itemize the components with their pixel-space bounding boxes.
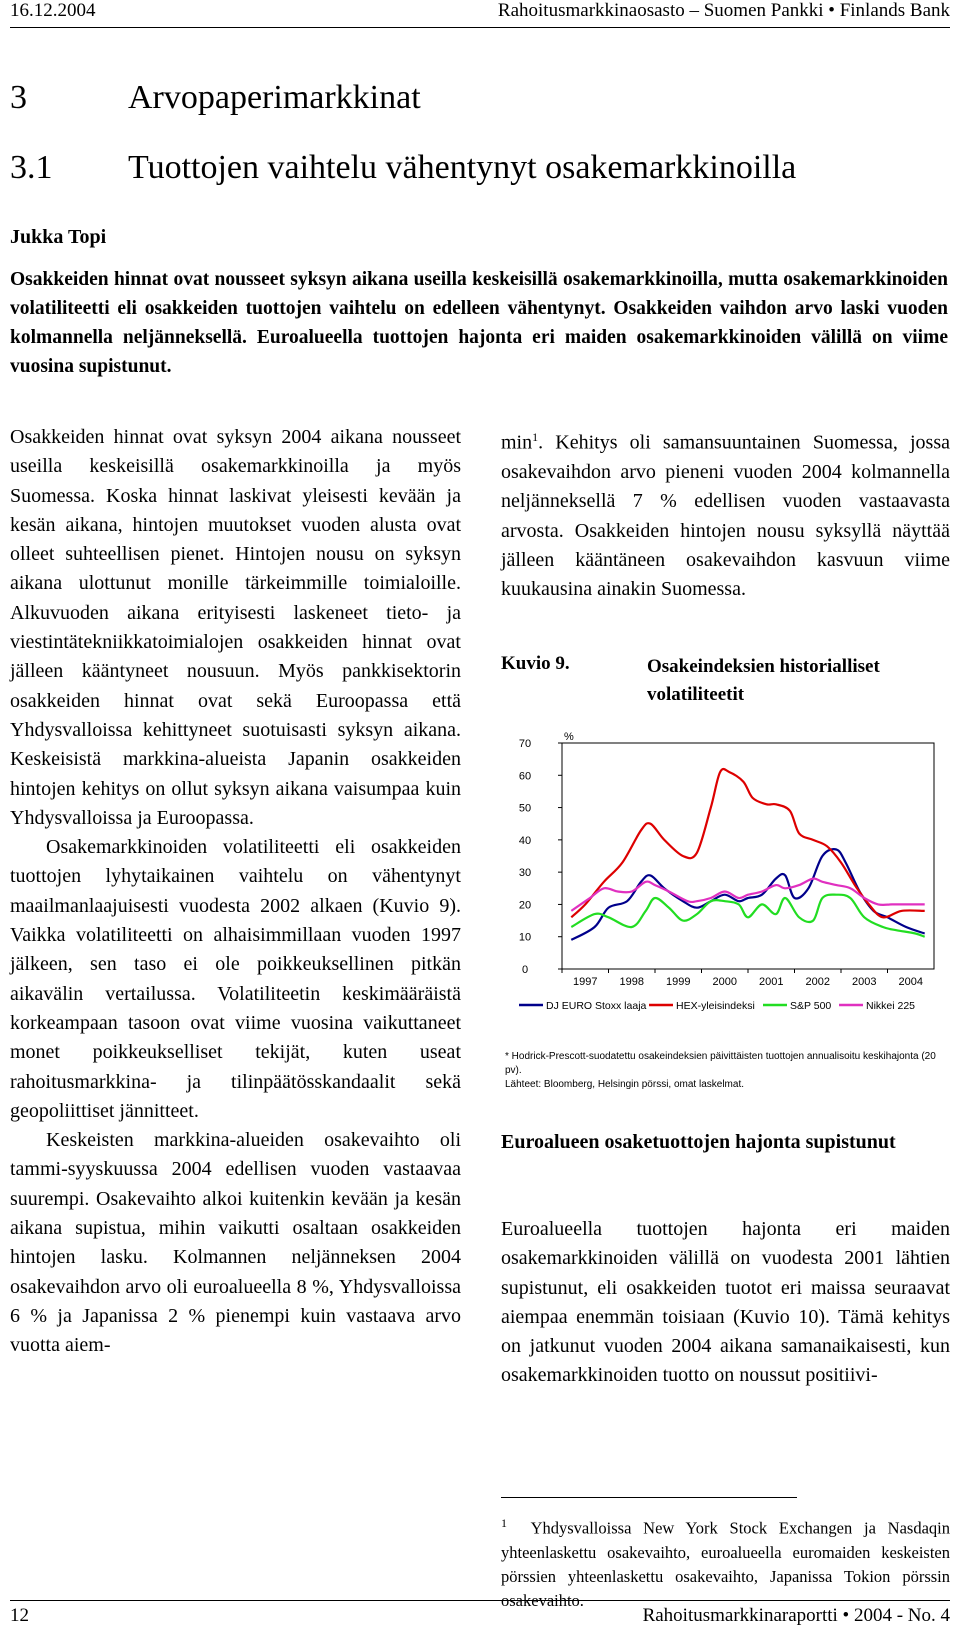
right-paragraph-1: $\min^1$. Kehitys oli samansuuntainen Suomessa, jossa osakevaihdon arvo pieneni vuoden 2004 kolmannella neljänneksellä 7 % edellisen vuoden vastaavasta arvosta. Osakkeiden hintojen nousu syksyllä näyttää jälleen kääntäneen osakevaihdon kasvuun viime kuukausina ainakin Suomessa. xyxy=(501,430,950,601)
x-tick-label: 1997 xyxy=(573,976,598,988)
y-tick-label: 10 xyxy=(518,931,532,944)
plot-area xyxy=(562,743,934,969)
subsection-heading xyxy=(10,148,950,188)
left-column xyxy=(10,423,461,1361)
volatility-chart xyxy=(501,715,953,1047)
y-unit-label: % xyxy=(564,731,574,743)
subsection-title: Tuottojen vaihtelu vähentynyt osakemarkkinoilla xyxy=(128,149,797,186)
x-tick-label: 1999 xyxy=(666,976,691,988)
section-number: 3 xyxy=(10,79,27,116)
section-title: Arvopaperimarkkinat xyxy=(128,79,421,116)
figure-notes xyxy=(505,1050,950,1092)
figure-note-sources: Lähteet: Bloomberg, Helsingin pörssi, omat laskelmat. xyxy=(505,1079,745,1090)
footer-rule xyxy=(10,1600,950,1601)
y-tick-label: 60 xyxy=(518,770,532,783)
y-tick-label: 50 xyxy=(518,802,532,815)
figure-label: Kuvio 9. xyxy=(501,653,570,674)
author: Jukka Topi xyxy=(10,226,107,248)
right-column-top xyxy=(501,423,950,604)
footnote-text: Yhdysvalloissa New York Stock Exchangen ja Nasdaqin yhteenlaskettu osakevaihto, euroalueella euromaiden keskeisten pörssien yhteenlaskettu osakevaihto, Japanissa Tokion pörssin osakevaihto. xyxy=(501,1518,950,1610)
page-number: 12 xyxy=(10,1605,29,1626)
footnote xyxy=(501,1511,950,1613)
y-tick-label: 0 xyxy=(521,964,529,976)
figure-note-method: * Hodrick-Prescott-suodatettu osakeindeksien päivittäisten tuottojen annualisoitu keskihajonta (20 pv). xyxy=(505,1051,936,1076)
page-header xyxy=(10,0,950,24)
right-section-title: Euroalueen osaketuottojen hajonta supistunut xyxy=(501,1131,896,1153)
left-paragraph-2: Osakemarkkinoiden volatiliteetti eli osakkeiden tuottojen lyhytaikainen vaihtelu on vähentynyt maailmanlaajuisesti vuodesta 2002 alkaen (Kuvio 9). Vaikka volatiliteetti on alhaisimmillaan vuoden 1997 jälkeen, sen taso ei ole poikkeuksellinen pitkän aikavälin vertailussa. Volatiliteetin keskimääräistä korkeampaan tasoon ovat viime vuosina vaikuttaneet monet poikkeukselliset tekijät, kuten useat rahoitusmarkkina- ja tilinpäätösskandaalit sekä geopoliittiset jännitteet. xyxy=(10,836,461,1122)
x-tick-label: 1998 xyxy=(619,976,644,988)
right-paragraph-2: Euroalueella tuottojen hajonta eri maiden osakemarkkinoiden välillä on vuodesta 2001 lähtien supistunut, eli osakkeiden tuotot eri maissa seuraavat aiempaa enemmän toisiaan (Kuvio 10). Tämä kehitys on jatkunut vuoden 2004 aikana samanaikaisesti, kun osakemarkkinoiden tuotto on noussut positiivi- xyxy=(501,1218,950,1387)
y-tick-label: 30 xyxy=(518,867,532,880)
legend-label: HEX-yleisindeksi xyxy=(676,1000,755,1012)
figure-title: Osakeindeksien historialliset volatiliteetit xyxy=(647,656,880,705)
footnote-rule xyxy=(501,1497,797,1498)
y-tick-label: 20 xyxy=(518,899,532,912)
left-paragraph-3: Keskeisten markkina-alueiden osakevaihto oli tammi-syyskuussa 2004 edellisen vuoden vastaavaa suurempi. Osakevaihto alkoi kuitenkin kevään ja kesän aikana supistua, mihin vaikutti osaltaan osakkeiden hintojen lasku. Kolmannen neljänneksen 2004 osakevaihdon arvo oli euroalueella 8 %, Yhdysvalloissa 6 % ja Japanissa 2 % pienempi kuin vastaava arvo vuotta aiem- xyxy=(10,1129,461,1357)
y-tick-label: 70 xyxy=(518,738,532,750)
subsection-number: 3.1 xyxy=(10,149,53,186)
y-tick-label: 40 xyxy=(518,834,532,847)
legend-label: Nikkei 225 xyxy=(866,1000,916,1012)
x-tick-label: 2001 xyxy=(759,976,784,988)
x-tick-label: 2002 xyxy=(805,976,830,988)
page-footer xyxy=(10,1605,950,1629)
footnote-mark: 1 xyxy=(501,1516,507,1530)
right-column-bottom xyxy=(501,1215,950,1391)
header-date: 16.12.2004 xyxy=(10,0,96,21)
legend-label: DJ EURO Stoxx laaja xyxy=(546,1000,647,1012)
publication-name: Rahoitusmarkkinaraportti • 2004 - No. 4 xyxy=(642,1605,950,1626)
lead-paragraph: Osakkeiden hinnat ovat nousseet syksyn aikana useilla keskeisillä osakemarkkinoilla, mutta osakemarkkinoiden volatiliteetti eli osakkeiden tuottojen vaihtelu on edelleen vähentynyt. Osakkeiden vaihdon arvo laski vuoden kolmannella neljänneksellä. Euroalueella tuottojen hajonta eri maiden osakemarkkinoiden välillä on viime vuosina supistunut. xyxy=(10,269,948,377)
header-rule xyxy=(10,27,950,28)
x-tick-label: 2004 xyxy=(898,976,923,988)
left-paragraph-1: Osakkeiden hinnat ovat syksyn 2004 aikana nousseet useilla keskeisillä osakemarkkinoilla ja myös Suomessa. Koska hinnat laskivat yleisesti kevään ja kesän aikana, hintojen muutokset vuoden alusta ovat olleet suhteellisen pienet. Hintojen nousu on syksyn aikana ulottunut monille tärkeimmille toimialoille. Alkuvuoden aikana erityisesti laskeneet tieto- ja viestintätekniikkatoimialojen osakkeiden hinnat ovat jälleen kääntyneet nousuun. Myös pankkisektorin osakkeiden hinnat ovat sekä Euroopassa että Yhdysvalloissa kehittyneet suotuisasti syksyn aikana. Keskeisistä markkina-alueista Japanin osakkeiden hintojen kehitys on ollut syksyn aikana vaisumpaa kuin Yhdysvalloissa ja Euroopassa. xyxy=(10,426,461,829)
section-heading xyxy=(10,78,950,118)
header-department: Rahoitusmarkkinaosasto – Suomen Pankki • Finlands Bank xyxy=(497,0,950,21)
x-tick-label: 2003 xyxy=(852,976,877,988)
x-tick-label: 2000 xyxy=(712,976,737,988)
footnote-reference: 1 xyxy=(532,430,539,444)
legend-label: S&P 500 xyxy=(790,1000,832,1012)
